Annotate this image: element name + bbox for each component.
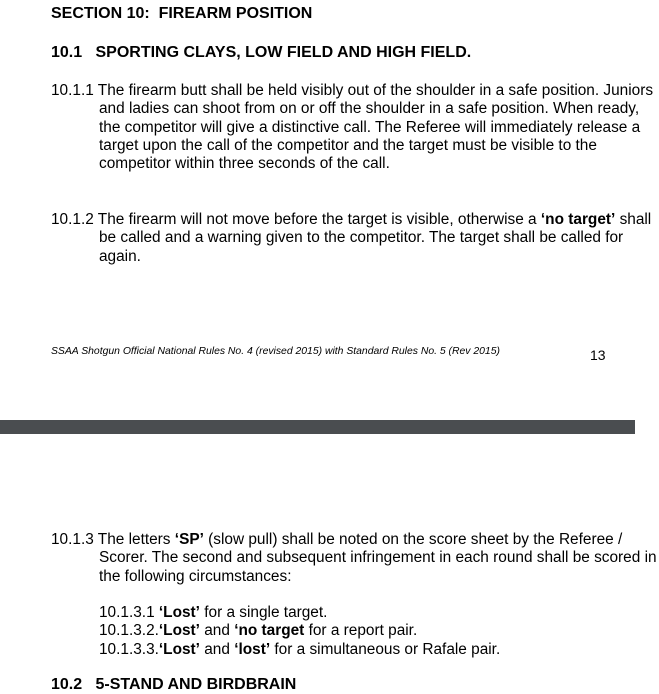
sub-item: 10.1.3.2.‘Lost’ and ‘no target for a report pair. <box>99 622 418 640</box>
section-title: SECTION 10: FIREARM POSITION <box>51 5 313 22</box>
emphasis-no-target: ‘no target’ <box>540 211 616 228</box>
sub-item: 10.1.3.1 ‘Lost’ for a single target. <box>99 604 328 621</box>
section-title-10-2: 10.2 5-STAND AND BIRDBRAIN <box>51 676 297 693</box>
paragraph-text: shall be called and a warning given to the competitor. The target shall be called for again. <box>99 211 652 265</box>
paragraph-number: 10.1.1 <box>51 82 94 99</box>
paragraph-text: (slow pull) shall be noted on the score sheet by the Referee / Scorer. The second and subsequent infringement in each round shall be scored in the following circumstances: <box>99 531 657 585</box>
emphasis-sp: ‘SP’ <box>174 531 204 548</box>
sub-item: 10.1.3.3.‘Lost’ and ‘lost’ for a simultaneous or Rafale pair. <box>99 640 501 658</box>
sub-item-list <box>99 604 500 659</box>
paragraph-10-1-2 <box>51 211 659 266</box>
paragraph-10-1-1 <box>51 82 659 173</box>
document-page-14 <box>0 434 657 694</box>
paragraph-10-1-3 <box>51 531 659 586</box>
page-footer: SSAA Shotgun Official National Rules No. 4 (revised 2015) with Standard Rules No. 5 (Rev 2015) <box>51 346 500 357</box>
paragraph-text: The firearm will not move before the target is visible, otherwise a <box>97 211 537 228</box>
paragraph-text: The letters <box>97 531 171 548</box>
paragraph-number: 10.1.2 <box>51 211 94 228</box>
paragraph-number: 10.1.3 <box>51 531 94 548</box>
page-separator <box>0 420 635 434</box>
page-number: 13 <box>590 347 606 363</box>
subsection-title: 10.1 SPORTING CLAYS, LOW FIELD AND HIGH FIELD. <box>51 44 472 61</box>
paragraph-text: The firearm butt shall be held visibly out of the shoulder in a safe position. Juniors and ladies can shoot from on or off the shoulder in a safe position. When ready, the competitor will give a distinctive call. The Referee will immediately release a target upon the call of the competitor and the target must be visible to the competitor within three seconds of the call. <box>97 82 654 173</box>
